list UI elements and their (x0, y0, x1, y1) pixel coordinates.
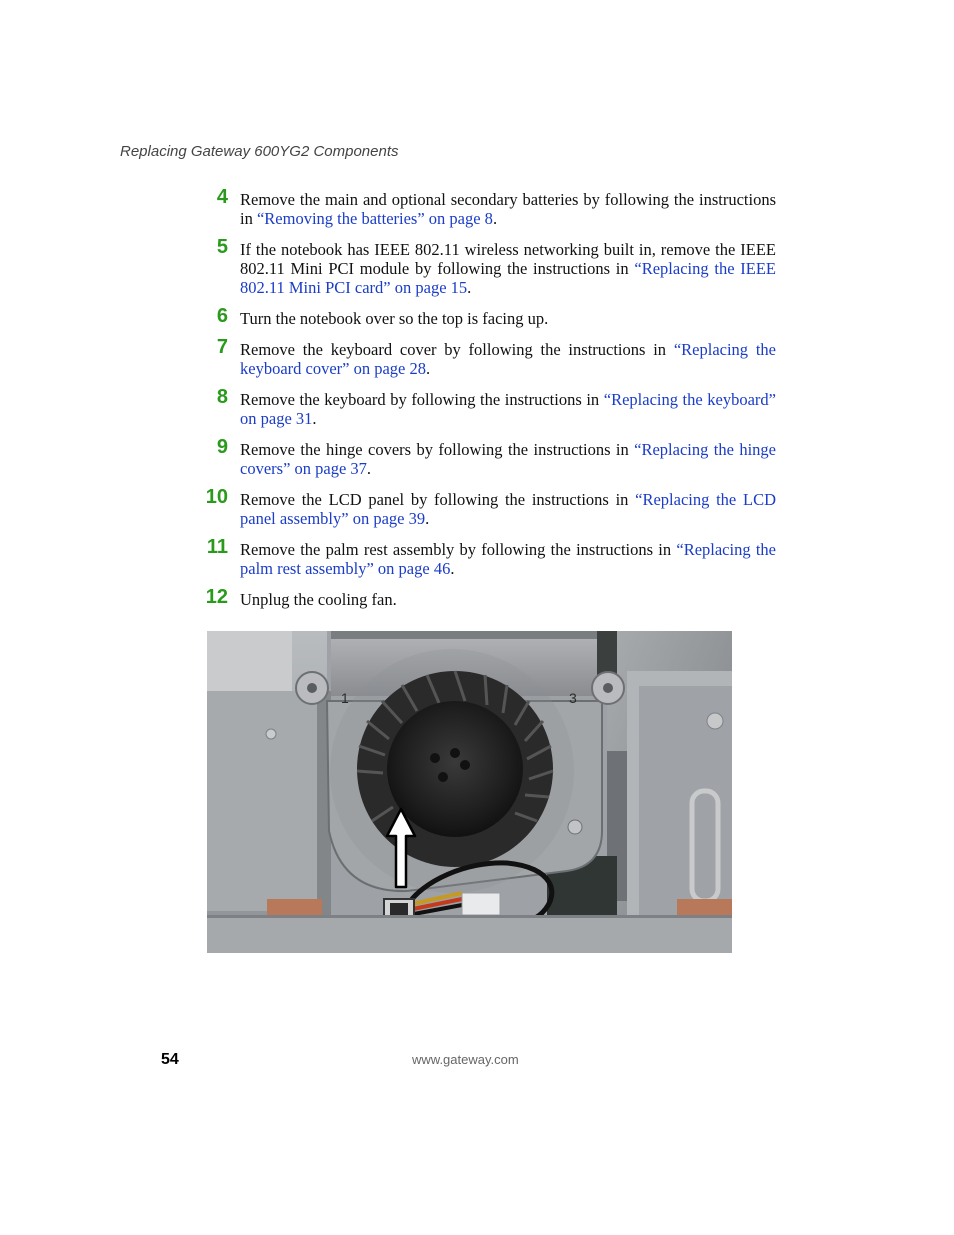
step-text (240, 490, 776, 528)
step-number: 6 (216, 305, 228, 327)
step-text-end: . (426, 359, 431, 378)
link-replacing-mini-pci-card[interactable]: “Replacing the IEEE 802.11 Mini PCI card” on page 15 (240, 259, 776, 297)
step-text-end: . (312, 409, 317, 428)
step-text-body: Remove the keyboard cover by following the instructions in (240, 340, 674, 359)
step-text-end: . (366, 459, 372, 478)
running-header: Replacing Gateway 600YG2 Components (120, 143, 399, 160)
link-replacing-hinge-covers[interactable]: “Replacing the hinge covers” on page 37 (240, 440, 776, 478)
step-text-body: Remove the keyboard by following the instructions in (240, 390, 604, 409)
link-replacing-keyboard[interactable]: “Replacing the keyboard” on page 31 (240, 390, 776, 428)
step-text (240, 309, 776, 328)
step-number: 5 (216, 236, 228, 258)
step-number: 9 (216, 436, 228, 458)
step-number: 7 (216, 336, 228, 358)
cooling-fan-photo (207, 631, 732, 953)
step-number: 12 (205, 586, 228, 608)
step-text-end: . (425, 509, 430, 528)
step-text-end: . (467, 278, 472, 297)
step-number: 11 (206, 536, 228, 558)
step-text-body: Unplug the cooling fan. (240, 590, 397, 609)
step-text (240, 590, 776, 609)
step-text-body: Remove the main and optional secondary batteries by following the instructions in (240, 190, 776, 228)
step-text (240, 390, 776, 428)
step-text-body: Remove the LCD panel by following the instructions in (240, 490, 636, 509)
step-text (240, 340, 776, 378)
cooling-fan-illustration (207, 631, 732, 953)
step-text-body: Remove the palm rest assembly by following the instructions in (240, 540, 677, 559)
step-number: 10 (205, 486, 228, 508)
step-text-body: Remove the hinge covers by following the instructions in (240, 440, 635, 459)
link-replacing-palm-rest[interactable]: “Replacing the palm rest assembly” on page 46 (240, 540, 776, 578)
step-text-end: . (492, 209, 498, 228)
step-number: 4 (216, 186, 228, 208)
link-replacing-lcd-panel[interactable]: “Replacing the LCD panel assembly” on page 39 (240, 490, 776, 528)
step-text-body: If the notebook has IEEE 802.11 wireless networking built in, remove the IEEE 802.11 Mini PCI module by following the instructions in (240, 240, 776, 278)
step-text-end: . (450, 559, 455, 578)
step-number: 8 (216, 386, 228, 408)
step-text (240, 540, 776, 578)
step-text (240, 190, 776, 228)
step-text (240, 240, 776, 297)
plate-label-1: 1 (341, 690, 349, 706)
link-replacing-keyboard-cover[interactable]: “Replacing the keyboard cover” on page 28 (240, 340, 776, 378)
plate-label-3: 3 (569, 690, 577, 706)
step-text-body: Turn the notebook over so the top is facing up. (240, 309, 549, 328)
page-number: 54 (161, 1051, 179, 1068)
step-text (240, 440, 776, 478)
footer-url[interactable]: www.gateway.com (412, 1052, 519, 1067)
link-removing-batteries[interactable]: “Removing the batteries” on page 8 (256, 209, 493, 228)
